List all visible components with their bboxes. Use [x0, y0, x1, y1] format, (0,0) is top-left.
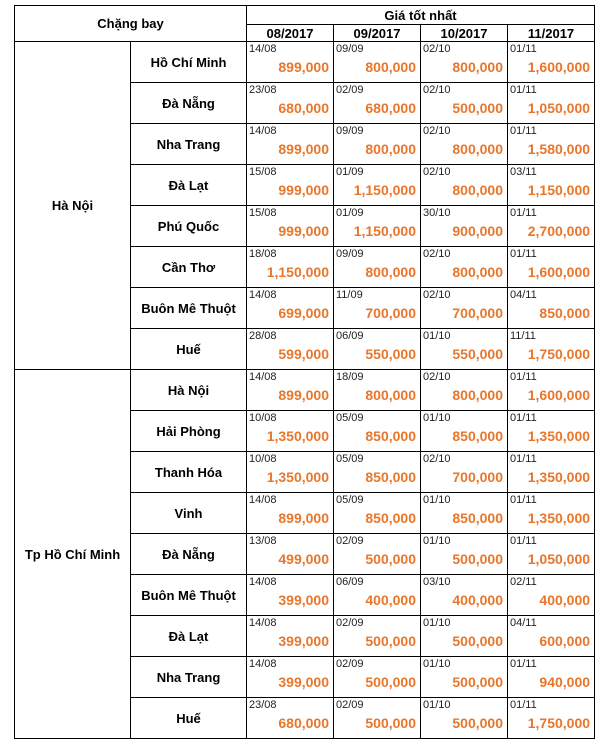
fare-cell [421, 42, 508, 83]
fare-date: 14/08 [249, 617, 277, 629]
fare-price: 850,000 [539, 305, 591, 321]
fare-cell [421, 534, 508, 575]
fare-price: 999,000 [278, 182, 329, 198]
fare-price: 1,050,000 [527, 100, 591, 116]
fare-cell [334, 616, 421, 657]
fare-cell [508, 452, 595, 493]
fare-price: 1,350,000 [527, 510, 591, 526]
fare-date: 01/11 [510, 658, 537, 670]
fare-cell [334, 493, 421, 534]
fare-price: 500,000 [365, 674, 416, 690]
fare-cell [421, 124, 508, 165]
fare-date: 01/10 [423, 412, 451, 424]
fare-cell [508, 42, 595, 83]
fare-price: 500,000 [365, 715, 416, 731]
destination-city: Cần Thơ [131, 247, 247, 288]
origin-city: Tp Hồ Chí Minh [15, 370, 131, 739]
fare-price: 800,000 [365, 141, 416, 157]
fare-price: 680,000 [278, 715, 329, 731]
fare-date: 03/11 [510, 166, 537, 178]
fare-date: 01/11 [510, 125, 537, 137]
fare-price: 850,000 [452, 428, 503, 444]
fare-date: 02/10 [423, 248, 451, 260]
fare-date: 01/11 [510, 699, 537, 711]
fare-price: 1,150,000 [353, 182, 416, 198]
fare-price: 500,000 [452, 633, 503, 649]
fare-price: 1,050,000 [527, 551, 591, 567]
fare-price: 700,000 [452, 469, 503, 485]
fare-date: 01/11 [510, 412, 537, 424]
fare-table [14, 5, 595, 739]
fare-date: 02/09 [336, 535, 364, 547]
fare-date: 18/09 [336, 371, 364, 383]
origin-city: Hà Nội [15, 42, 131, 370]
fare-date: 01/09 [336, 207, 364, 219]
month-header: 08/2017 [247, 25, 334, 42]
fare-cell [421, 411, 508, 452]
fare-date: 02/10 [423, 166, 451, 178]
month-header: 10/2017 [421, 25, 508, 42]
fare-date: 09/09 [336, 248, 364, 260]
fare-cell [508, 165, 595, 206]
fare-cell [334, 575, 421, 616]
fare-date: 11/09 [336, 289, 363, 301]
fare-cell [508, 411, 595, 452]
fare-date: 01/11 [510, 207, 537, 219]
fare-price: 399,000 [278, 674, 329, 690]
fare-cell [247, 493, 334, 534]
destination-city: Phú Quốc [131, 206, 247, 247]
fare-cell [508, 247, 595, 288]
fare-price: 1,350,000 [266, 428, 329, 444]
fare-price: 800,000 [365, 59, 416, 75]
fare-cell [247, 698, 334, 739]
fare-cell [421, 329, 508, 370]
destination-city: Hải Phòng [131, 411, 247, 452]
fare-date: 01/11 [510, 248, 537, 260]
fare-cell [334, 411, 421, 452]
best-price-header: Giá tốt nhất [247, 6, 595, 25]
fare-cell [334, 657, 421, 698]
fare-cell [247, 206, 334, 247]
fare-date: 10/08 [249, 412, 277, 424]
fare-price: 399,000 [278, 592, 329, 608]
fare-date: 14/08 [249, 494, 277, 506]
fare-price: 800,000 [452, 141, 503, 157]
fare-date: 02/09 [336, 84, 364, 96]
fare-cell [247, 370, 334, 411]
fare-date: 18/08 [249, 248, 277, 260]
fare-date: 02/09 [336, 658, 364, 670]
fare-price: 550,000 [365, 346, 416, 362]
fare-price: 899,000 [278, 141, 329, 157]
fare-price: 940,000 [539, 674, 591, 690]
fare-date: 02/09 [336, 617, 364, 629]
fare-date: 23/08 [249, 84, 277, 96]
fare-date: 02/09 [336, 699, 364, 711]
fare-date: 13/08 [249, 535, 277, 547]
fare-date: 01/10 [423, 535, 451, 547]
fare-date: 04/11 [510, 617, 537, 629]
fare-cell [421, 83, 508, 124]
fare-cell [508, 206, 595, 247]
route-header: Chặng bay [15, 6, 247, 42]
fare-price: 400,000 [539, 592, 591, 608]
fare-price: 600,000 [539, 633, 591, 649]
fare-cell [508, 370, 595, 411]
fare-date: 01/10 [423, 330, 451, 342]
fare-cell [421, 575, 508, 616]
fare-price: 499,000 [278, 551, 329, 567]
fare-price: 800,000 [452, 182, 503, 198]
fare-date: 01/11 [510, 84, 537, 96]
fare-cell [508, 288, 595, 329]
fare-cell [421, 370, 508, 411]
fare-date: 02/10 [423, 125, 451, 137]
destination-city: Đà Nẵng [131, 83, 247, 124]
fare-cell [247, 83, 334, 124]
destination-city: Đà Nẵng [131, 534, 247, 575]
table-row [15, 42, 595, 83]
fare-price: 800,000 [452, 264, 503, 280]
fare-date: 01/11 [510, 494, 537, 506]
fare-cell [421, 206, 508, 247]
fare-cell [334, 83, 421, 124]
fare-cell [421, 493, 508, 534]
month-header: 09/2017 [334, 25, 421, 42]
fare-date: 23/08 [249, 699, 277, 711]
fare-date: 09/09 [336, 125, 364, 137]
destination-city: Buôn Mê Thuột [131, 288, 247, 329]
fare-cell [508, 616, 595, 657]
fare-price: 700,000 [452, 305, 503, 321]
fare-cell [247, 288, 334, 329]
fare-price: 550,000 [452, 346, 503, 362]
fare-price: 1,750,000 [527, 346, 591, 362]
fare-cell [421, 165, 508, 206]
fare-cell [334, 247, 421, 288]
fare-cell [334, 534, 421, 575]
fare-price: 899,000 [278, 510, 329, 526]
destination-city: Nha Trang [131, 124, 247, 165]
fare-cell [421, 288, 508, 329]
fare-price: 1,150,000 [353, 223, 416, 239]
fare-price: 1,350,000 [527, 469, 591, 485]
fare-price: 699,000 [278, 305, 329, 321]
fare-cell [334, 206, 421, 247]
fare-cell [247, 165, 334, 206]
fare-cell [334, 288, 421, 329]
destination-city: Buôn Mê Thuột [131, 575, 247, 616]
fare-date: 14/08 [249, 289, 277, 301]
fare-price: 899,000 [278, 387, 329, 403]
fare-date: 14/08 [249, 43, 277, 55]
fare-cell [334, 165, 421, 206]
fare-cell [247, 42, 334, 83]
fare-cell [334, 329, 421, 370]
fare-cell [247, 452, 334, 493]
fare-date: 05/09 [336, 494, 364, 506]
fare-price: 500,000 [452, 551, 503, 567]
fare-date: 14/08 [249, 371, 277, 383]
fare-price: 399,000 [278, 633, 329, 649]
fare-cell [421, 247, 508, 288]
fare-price: 500,000 [452, 674, 503, 690]
fare-date: 10/08 [249, 453, 277, 465]
fare-cell [334, 124, 421, 165]
fare-price: 599,000 [278, 346, 329, 362]
fare-price: 400,000 [452, 592, 503, 608]
fare-price: 800,000 [365, 264, 416, 280]
fare-price: 1,600,000 [527, 387, 591, 403]
fare-price: 500,000 [365, 633, 416, 649]
fare-cell [334, 42, 421, 83]
destination-city: Hà Nội [131, 370, 247, 411]
fare-price: 400,000 [365, 592, 416, 608]
fare-date: 04/11 [510, 289, 537, 301]
fare-cell [508, 493, 595, 534]
fare-price: 680,000 [365, 100, 416, 116]
fare-cell [247, 616, 334, 657]
fare-date: 02/10 [423, 453, 451, 465]
fare-cell [508, 657, 595, 698]
fare-price: 1,150,000 [266, 264, 329, 280]
fare-price: 1,600,000 [527, 59, 591, 75]
fare-date: 15/08 [249, 207, 277, 219]
fare-date: 14/08 [249, 576, 277, 588]
fare-price: 850,000 [365, 428, 416, 444]
fare-cell [247, 247, 334, 288]
fare-price: 850,000 [365, 469, 416, 485]
fare-cell [508, 329, 595, 370]
fare-cell [247, 411, 334, 452]
destination-city: Đà Lạt [131, 165, 247, 206]
fare-price: 1,350,000 [266, 469, 329, 485]
fare-date: 30/10 [423, 207, 451, 219]
fare-price: 1,600,000 [527, 264, 591, 280]
fare-price: 500,000 [452, 100, 503, 116]
fare-cell [508, 575, 595, 616]
fare-date: 11/11 [510, 330, 536, 342]
fare-cell [334, 698, 421, 739]
destination-city: Huế [131, 698, 247, 739]
fare-price: 1,750,000 [527, 715, 591, 731]
fare-cell [421, 657, 508, 698]
fare-cell [421, 616, 508, 657]
fare-price: 700,000 [365, 305, 416, 321]
month-header: 11/2017 [508, 25, 595, 42]
fare-date: 14/08 [249, 125, 277, 137]
fare-cell [247, 534, 334, 575]
fare-date: 01/10 [423, 617, 451, 629]
fare-date: 02/10 [423, 84, 451, 96]
destination-city: Hồ Chí Minh [131, 42, 247, 83]
fare-date: 01/11 [510, 535, 537, 547]
fare-date: 01/11 [510, 453, 537, 465]
fare-price: 800,000 [452, 387, 503, 403]
fare-cell [247, 657, 334, 698]
fare-date: 14/08 [249, 658, 277, 670]
fare-cell [508, 124, 595, 165]
fare-date: 01/10 [423, 658, 451, 670]
fare-price: 1,580,000 [527, 141, 591, 157]
destination-city: Vinh [131, 493, 247, 534]
fare-price: 680,000 [278, 100, 329, 116]
fare-price: 500,000 [452, 715, 503, 731]
fare-date: 01/10 [423, 699, 451, 711]
fare-date: 06/09 [336, 330, 364, 342]
fare-price: 800,000 [365, 387, 416, 403]
fare-body [15, 42, 595, 739]
fare-date: 03/10 [423, 576, 451, 588]
fare-date: 09/09 [336, 43, 364, 55]
fare-date: 02/10 [423, 371, 451, 383]
destination-city: Huế [131, 329, 247, 370]
fare-date: 05/09 [336, 412, 364, 424]
fare-date: 01/09 [336, 166, 364, 178]
fare-date: 06/09 [336, 576, 364, 588]
fare-cell [247, 124, 334, 165]
fare-date: 02/11 [510, 576, 537, 588]
fare-cell [334, 452, 421, 493]
fare-cell [247, 575, 334, 616]
fare-price: 900,000 [452, 223, 503, 239]
fare-price: 999,000 [278, 223, 329, 239]
destination-city: Đà Lạt [131, 616, 247, 657]
fare-price: 800,000 [452, 59, 503, 75]
fare-cell [508, 83, 595, 124]
fare-date: 01/11 [510, 371, 537, 383]
fare-price: 1,150,000 [527, 182, 591, 198]
fare-cell [508, 534, 595, 575]
fare-date: 15/08 [249, 166, 277, 178]
fare-date: 05/09 [336, 453, 364, 465]
fare-cell [247, 329, 334, 370]
fare-price: 1,350,000 [527, 428, 591, 444]
fare-price: 850,000 [452, 510, 503, 526]
fare-date: 01/10 [423, 494, 451, 506]
destination-city: Thanh Hóa [131, 452, 247, 493]
fare-date: 02/10 [423, 289, 451, 301]
fare-cell [508, 698, 595, 739]
destination-city: Nha Trang [131, 657, 247, 698]
fare-price: 850,000 [365, 510, 416, 526]
table-row [15, 370, 595, 411]
fare-date: 28/08 [249, 330, 277, 342]
fare-price: 2,700,000 [527, 223, 591, 239]
fare-cell [421, 452, 508, 493]
fare-date: 01/11 [510, 43, 537, 55]
fare-cell [421, 698, 508, 739]
fare-cell [334, 370, 421, 411]
fare-price: 899,000 [278, 59, 329, 75]
fare-date: 02/10 [423, 43, 451, 55]
fare-price: 500,000 [365, 551, 416, 567]
